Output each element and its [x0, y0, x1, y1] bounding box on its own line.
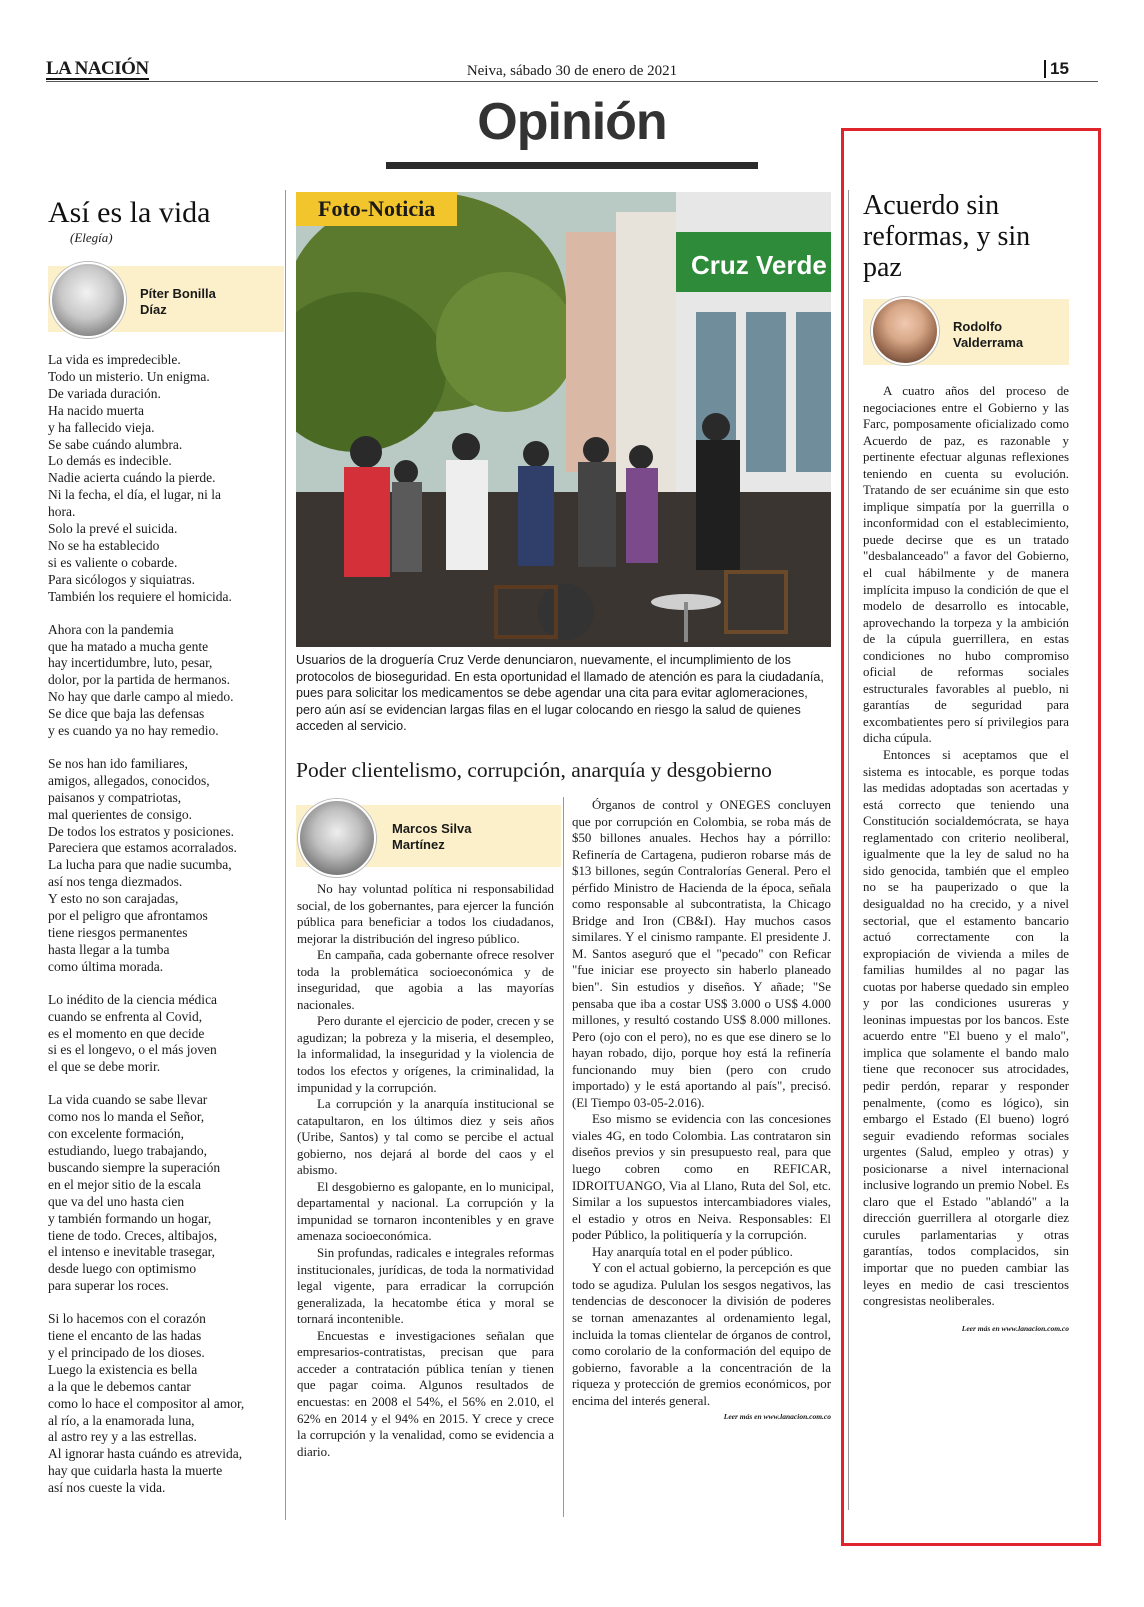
author-box	[863, 299, 1069, 365]
section-title: Opinión	[477, 93, 667, 151]
poem-line: De todos los estratos y posiciones.	[48, 823, 234, 839]
paragraph: La corrupción y la anarquía institucional se catapultaron, en los últimos diez y seis años (Uribe, Santos) y tal como se percibe el actual gobierno, nos dejará al borde del caos y el abismo.	[297, 1097, 554, 1178]
store-sign: Cruz Verde	[691, 250, 827, 280]
paragraph: No hay voluntad política ni responsabilidad social, de los gobernantes, para ejercer la función pública para beneficiar a todos los ciudadanos, mejorar la distribución del ingreso público.	[297, 882, 554, 946]
read-more-link[interactable]: Leer más en www.lanacion.com.co	[961, 1323, 1069, 1333]
author-name-line1: Marcos Silva	[392, 821, 472, 836]
poem-line: como última morada.	[48, 958, 164, 974]
paragraph: A cuatro años del proceso de negociaciones entre el Gobierno y las Farc, pomposamente oficializado como Acuerdo de paz, es razonable y pertinente efectuar algunas reflexiones teniendo en cuenta su evolución. Tratando de ser ecuánime sin que esto implique simpatía por la guerrilla o inconformidad con el establecimiento, puede decirse que es un tratado "desbalanceado" a favor del Gobierno, el cual hábilmente y de manera implícita impuso la condición de que el modelo de desarrollo es intocable, aprovechando la torpeza y la ambición de la cúpula guerrillera, en estas condiciones no hubo compromiso oficial de reformas sociales estructurales favorables al pueblo, ni garantías de seguridad para excombatientes pero sí privilegios para dicha cúpula.	[863, 384, 1069, 746]
poem-line: Si lo hacemos con el corazón	[48, 1311, 206, 1327]
poem-stanza	[48, 1092, 284, 1295]
poem-line: Ni la fecha, el día, el lugar, ni la	[48, 487, 222, 503]
paragraph: Eso mismo se evidencia con las concesiones viales 4G, en todo Colombia. Las contrataron sin diseños previos y sin presupuesto real, para que luego cobren como en REFICAR, IDROITUANGO, Via al Llano, Ruta del Sol, etc. Similar a los supuestos intercambiadores viales, el estadio y otros en Neiva. Responsables: El poder Público, la politiquería y la corrupción.	[572, 1112, 831, 1243]
poem-body	[48, 352, 284, 1497]
poem-line: La vida es impredecible.	[48, 352, 181, 367]
poem-line: Ha nacido muerta	[48, 402, 144, 418]
poem-line: en el mejor sitio de la escala	[48, 1176, 201, 1192]
poem-stanza	[48, 992, 284, 1077]
poem-stanza	[48, 1311, 284, 1497]
issue-date: Neiva, sábado 30 de enero de 2021	[466, 63, 678, 79]
poem-line: Solo la prevé el suicida.	[48, 521, 178, 537]
paragraph: Y con el actual gobierno, la percepción es que todo se agudiza. Pululan los sesgos negativos, las tendencias de desconocer la división de poderes se tornan amenazantes al ordenamiento legal, incluida la tomas clientelar de órganos de control, como corolario de la conformación del equipo de gobierno, favorable a la concentración de la riqueza y protección de gremios económicos, por encima del interés general.	[572, 1261, 831, 1408]
column-divider	[285, 190, 286, 1520]
middle-article-column-1	[297, 881, 554, 1460]
left-article-title: Así es la vida	[48, 196, 211, 229]
masthead	[0, 0, 1144, 90]
author-name-line1: Píter Bonilla	[140, 286, 216, 301]
poem-line: como nos lo manda el Señor,	[48, 1109, 205, 1125]
poem-line: tiene riesgos permanentes	[48, 925, 188, 940]
news-photo[interactable]	[296, 192, 831, 647]
poem-stanza	[48, 352, 284, 606]
poem-line: desde luego con optimismo	[48, 1261, 197, 1277]
poem-line: Luego la existencia es bella	[48, 1361, 198, 1377]
poem-line: si es valiente o cobarde.	[48, 554, 178, 570]
poem-line: Ahora con la pandemia	[48, 621, 174, 637]
poem-line: a la que le debemos cantar	[48, 1378, 191, 1394]
poem-line: tiene de todo. Creces, altibajos,	[48, 1227, 218, 1243]
right-article-body	[863, 383, 1069, 1310]
paragraph: Órganos de control y ONEGES concluyen que por corrupción en Colombia, se roba más de $50 billones anuales. Hechos hay a pórrillo: Refinería de Cartagena, pudieron robarse más de $13 billones, según Contralorías General. Pero el pérfido Ministro de Hacienda de la época, señala como responsable al subcontratista, la Chicago Bridge and Iron (CB&I). Hay muchos casos similares. Y el cinismo rampante. El presidente J. M. Santos aseguró que el "pecado" con Reficar "fue iniciar ese proyecto sin haberlo planeado bien". Sin estudios y diseños. Y añade; "Se pensaba que iba a costar US$ 3.000 o US$ 4.000 millones, y resultó costando US$ 8.000 millones. Pero (ojo con el pero), no es que ese dinero se lo hayan robado, dijo, porque hoy está la refinería funcionando muy bien (pero con crudo importado) y le está aportando al país", precisó. (El Tiempo 03-05-2.016).	[572, 798, 831, 1110]
poem-line: hay que cuidarla hasta la muerte	[48, 1463, 223, 1479]
author-name-line1: Rodolfo	[953, 319, 1003, 334]
poem-line: estudiando, luego trabajando,	[48, 1142, 207, 1158]
author-name	[953, 319, 1023, 351]
poem-line: Se nos han ido familiares,	[48, 755, 188, 771]
poem-line: mal querientes de consigo.	[48, 806, 192, 822]
paragraph: Encuestas e investigaciones señalan que empresarios-contratistas, precisan que para acceder a contratación pública tenían y tienen que pagar coima. Algunos resultados de encuestas: en 2008 el 54%, el 56% en 2.010, el 62% en 2014 y el 94% en 2015. Y crece y crece la corrupción y la venalidad, como se evidencia a diario.	[297, 1328, 554, 1459]
paragraph: Hay anarquía total en el poder público.	[592, 1244, 793, 1259]
poem-line: Para sicólogos y siquiatras.	[48, 571, 195, 587]
poem-line: cuando se enfrenta al Covid,	[48, 1008, 203, 1024]
crowd-scene	[296, 192, 831, 647]
poem-stanza	[48, 756, 284, 976]
poem-line: el que se debe morir.	[48, 1059, 161, 1075]
left-article	[48, 196, 284, 1513]
poem-line: Se sabe cuándo alumbra.	[48, 436, 183, 452]
poem-line: Se dice que baja las defensas	[48, 706, 205, 722]
author-photo	[298, 799, 376, 877]
read-more-link[interactable]: Leer más en www.lanacion.com.co	[723, 1412, 831, 1422]
author-photo	[871, 297, 939, 365]
poem-line: Lo demás es indecible.	[48, 453, 172, 469]
poem-line: hay incertidumbre, luto, pesar,	[48, 655, 213, 671]
author-box	[48, 266, 284, 332]
poem-line: La vida cuando se sabe llevar	[48, 1092, 208, 1108]
poem-stanza	[48, 622, 284, 740]
poem-line: por el peligro que afrontamos	[48, 908, 208, 924]
paragraph: En campaña, cada gobernante ofrece resolver toda la problemática socioeconómica y de inseguridad, que agobia a las mayorías nacionales.	[297, 948, 554, 1012]
poem-line: así nos tenga diezmados.	[48, 874, 183, 890]
poem-line: Nadie acierta cuándo la pierde.	[48, 470, 216, 486]
poem-line: hora.	[48, 504, 76, 520]
poem-line: La lucha para que nadie sucumba,	[48, 857, 232, 873]
poem-line: Lo inédito de la ciencia médica	[48, 991, 218, 1007]
poem-line: No se ha establecido	[48, 537, 160, 553]
paragraph: Pero durante el ejercicio de poder, crecen y se agudizan; la pobreza y la miseria, el desempleo, la informalidad, la inseguridad y la violencia de todos los efectos y orígenes, la criminalidad, la impunidad y la corrupción.	[297, 1014, 554, 1095]
poem-line: el intenso e inevitable trasegar,	[48, 1244, 216, 1260]
author-name-line2: Valderrama	[953, 335, 1024, 350]
author-name-line2: Martínez	[392, 837, 445, 852]
poem-line: Y esto no son carajadas,	[48, 891, 179, 907]
poem-line: tiene el encanto de las hadas	[48, 1328, 202, 1344]
author-name-line2: Díaz	[140, 302, 167, 317]
poem-line: que ha matado a mucha gente	[48, 638, 209, 654]
poem-line: Pareciera que estamos acorralados.	[48, 840, 237, 856]
poem-line: dolor, por la partida de hermanos.	[48, 672, 231, 688]
photo-caption: Usuarios de la droguería Cruz Verde denunciaron, nuevamente, el incumplimiento de los protocolos de bioseguridad. En esta oportunidad el llamado de atención es para la ciudadanía, pues para solicitar los medicamentos se debe agendar una cita para evitar aglomeraciones, pero aún así se evidencian largas filas en el lugar colocando en riesgo la salud de quienes acceden al servicio.	[296, 653, 824, 733]
author-name	[140, 286, 216, 318]
poem-line: También los requiere el homicida.	[48, 588, 232, 604]
poem-line: Todo un misterio. Un enigma.	[48, 368, 210, 384]
column-divider	[563, 797, 564, 1517]
poem-line: Al ignorar hasta cuándo es atrevida,	[48, 1446, 243, 1462]
foto-noticia-tag: Foto-Noticia	[296, 192, 457, 226]
poem-line: y el principado de los dioses.	[48, 1344, 205, 1360]
poem-line: De variada duración.	[48, 385, 161, 401]
poem-line: al astro rey y a las estrellas.	[48, 1429, 197, 1445]
poem-line: y también formando un hogar,	[48, 1210, 212, 1226]
poem-line: así nos cueste la vida.	[48, 1480, 166, 1496]
paragraph: Sin profundas, radicales e integrales reformas institucionales, jurídicas, de toda la normatividad legal vigente, para erradicar la corrupción generalizada, la hecatombe ética y moral se tornará incontenible.	[297, 1246, 554, 1327]
poem-line: amigos, allegados, conocidos,	[48, 772, 210, 788]
author-photo	[50, 262, 126, 338]
poem-line: y ha fallecido vieja.	[48, 419, 155, 435]
poem-line: y es cuando ya no hay remedio.	[48, 723, 219, 739]
page-number: 15	[1044, 60, 1069, 78]
poem-line: es el momento en que decide	[48, 1025, 205, 1041]
poem-line: No hay que darle campo al miedo.	[48, 689, 234, 705]
middle-article-title[interactable]: Poder clientelismo, corrupción, anarquía y desgobierno	[296, 758, 772, 782]
header-rule	[46, 81, 1098, 82]
poem-line: como lo hace el compositor al amor,	[48, 1395, 245, 1411]
poem-line: buscando siempre la superación	[48, 1159, 221, 1175]
author-name	[392, 821, 472, 853]
section-underline	[386, 162, 758, 169]
author-box	[296, 805, 561, 867]
poem-line: que va del uno hasta cien	[48, 1193, 185, 1209]
middle-article-column-2	[572, 797, 831, 1426]
left-article-subtitle: (Elegía)	[70, 230, 113, 245]
poem-line: hasta llegar a la tumba	[48, 941, 170, 957]
right-article	[863, 190, 1069, 1333]
poem-line: con excelente formación,	[48, 1126, 185, 1142]
newspaper-logo[interactable]: LA NACIÓN	[46, 58, 149, 79]
poem-line: si es el longevo, o el más joven	[48, 1042, 217, 1058]
poem-line: paisanos y compatriotas,	[48, 789, 182, 805]
paragraph: El desgobierno es galopante, en lo municipal, departamental y nacional. La corrupción y la impunidad se tornaron incontenibles y en grave amenaza socioeconómica.	[297, 1179, 554, 1244]
poem-line: para superar los roces.	[48, 1278, 169, 1294]
poem-line: al río, a la enamorada luna,	[48, 1412, 195, 1428]
paragraph: Entonces si aceptamos que el sistema es intocable, es porque todas las medidas adoptadas son acertadas y está correcto que teniendo una Constitución socialdemócrata, se haya reglamentado con criterio neoliberal, igualmente que la ley de salud no ha sido genocida, también que el empleo no se ha pauperizado o que la desigualdad no ha crecido, y a nivel sectorial, que el estamento bancario actuó correctamente con la expropiación de vivienda a miles de familias humildes al no pagar las cuotas por haberse quedado sin empleo y por las condiciones usureras y leoninas impuestas por los bancos. Este acuerdo entre "El bueno y el malo", implica que solamente el bando malo tiene que reconocer sus atrocidades, pedir perdón, reparar y responder penalmente, (como es lógico), sin embargo el Estado (El bueno) logró seguir evadiendo reformas sociales urgentes (Salud, empleo y otras) y posicionarse a nivel internacional inclusive logrando un premio Nobel. Es claro que el Estado "ablandó" a la dirección guerrillera al otorgarle diez curules parlamentarias y otras garantías, todos complacidos, sin importar que no pueden cambiar las leyes en medio de casi trescientos congresistas neoliberales.	[863, 748, 1069, 1309]
right-article-title[interactable]: Acuerdo sin reformas, y sin paz	[863, 190, 1031, 283]
